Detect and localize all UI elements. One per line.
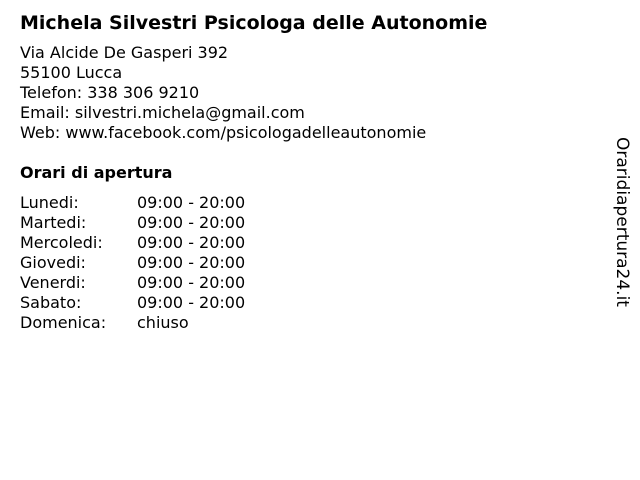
- phone-number: Telefon: 338 306 9210: [20, 83, 200, 102]
- website: Web: www.facebook.com/psicologadelleautonomie: [20, 123, 427, 142]
- hours-heading: Orari di apertura: [20, 163, 173, 182]
- day-label: Sabato:: [20, 293, 82, 312]
- time-value: chiuso: [137, 313, 189, 332]
- day-label: Domenica:: [20, 313, 107, 332]
- day-label: Giovedi:: [20, 253, 86, 272]
- site-watermark: Oraridiapertura24.it: [612, 137, 632, 307]
- time-value: 09:00 - 20:00: [137, 253, 246, 272]
- business-name: Michela Silvestri Psicologa delle Autonomie: [20, 12, 488, 34]
- address-city: 55100 Lucca: [20, 63, 123, 82]
- day-label: Martedi:: [20, 213, 87, 232]
- day-label: Venerdi:: [20, 273, 86, 292]
- time-value: 09:00 - 20:00: [137, 213, 246, 232]
- time-value: 09:00 - 20:00: [137, 233, 246, 252]
- address-street: Via Alcide De Gasperi 392: [20, 43, 229, 62]
- time-value: 09:00 - 20:00: [137, 273, 246, 292]
- email-address: Email: silvestri.michela@gmail.com: [20, 103, 305, 122]
- contact-block: [20, 43, 426, 143]
- time-value: 09:00 - 20:00: [137, 293, 246, 312]
- day-label: Mercoledi:: [20, 233, 103, 252]
- time-value: 09:00 - 20:00: [137, 193, 246, 212]
- day-label: Lunedi:: [20, 193, 79, 212]
